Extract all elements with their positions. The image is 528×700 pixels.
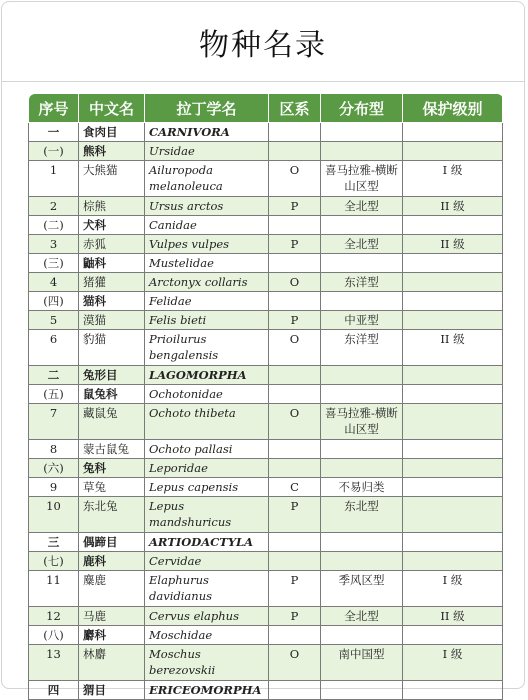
table-row: [29, 161, 503, 197]
cell-row-number: 三: [29, 533, 79, 552]
column-header-protection-level: 保护级别: [403, 94, 503, 123]
cell-protection-level: [403, 478, 503, 497]
cell-row-number: 3: [29, 235, 79, 254]
cell-distribution-type: 东北型: [321, 497, 403, 533]
cell-protection-level: [403, 216, 503, 235]
cell-chinese-name: 赤狐: [79, 235, 145, 254]
cell-distribution-type: 全北型: [321, 197, 403, 216]
cell-protection-level: [403, 123, 503, 142]
cell-protection-level: [403, 440, 503, 459]
cell-protection-level: I 级: [403, 571, 503, 607]
cell-row-number: (七): [29, 552, 79, 571]
cell-latin-name: Moschidae: [145, 626, 269, 645]
cell-latin-name: Felidae: [145, 292, 269, 311]
cell-latin-name: Ochoto thibeta: [145, 404, 269, 440]
cell-protection-level: [403, 681, 503, 700]
cell-chinese-name: 猬目: [79, 681, 145, 700]
table-row: [29, 497, 503, 533]
cell-chinese-name: 大熊猫: [79, 161, 145, 197]
cell-distribution-type: [321, 552, 403, 571]
cell-chinese-name: 食肉目: [79, 123, 145, 142]
cell-row-number: (二): [29, 216, 79, 235]
cell-row-number: 8: [29, 440, 79, 459]
cell-fauna-region: [269, 440, 321, 459]
cell-fauna-region: [269, 385, 321, 404]
cell-distribution-type: [321, 385, 403, 404]
cell-distribution-type: [321, 142, 403, 161]
cell-fauna-region: [269, 626, 321, 645]
cell-latin-name: Ochotonidae: [145, 385, 269, 404]
species-list-card: [1, 1, 525, 697]
table-row: [29, 123, 503, 142]
cell-distribution-type: 中亚型: [321, 311, 403, 330]
cell-protection-level: [403, 311, 503, 330]
table-row: [29, 681, 503, 700]
cell-chinese-name: 兔形目: [79, 366, 145, 385]
cell-latin-name: Lepus capensis: [145, 478, 269, 497]
cell-distribution-type: [321, 533, 403, 552]
table-row: [29, 142, 503, 161]
cell-row-number: (八): [29, 626, 79, 645]
cell-fauna-region: P: [269, 571, 321, 607]
cell-protection-level: [403, 533, 503, 552]
cell-latin-name: ARTIODACTYLA: [145, 533, 269, 552]
cell-row-number: (三): [29, 254, 79, 273]
cell-fauna-region: [269, 254, 321, 273]
cell-distribution-type: 全北型: [321, 235, 403, 254]
page-title: 物种名录: [199, 27, 327, 63]
cell-row-number: (六): [29, 459, 79, 478]
cell-chinese-name: 豹猫: [79, 330, 145, 366]
cell-row-number: 4: [29, 273, 79, 292]
cell-row-number: 12: [29, 607, 79, 626]
cell-chinese-name: 猪獾: [79, 273, 145, 292]
cell-fauna-region: P: [269, 607, 321, 626]
cell-chinese-name: 马鹿: [79, 607, 145, 626]
cell-protection-level: [403, 404, 503, 440]
cell-fauna-region: O: [269, 161, 321, 197]
cell-row-number: 13: [29, 645, 79, 681]
cell-row-number: (五): [29, 385, 79, 404]
cell-row-number: 1: [29, 161, 79, 197]
cell-fauna-region: O: [269, 645, 321, 681]
cell-latin-name: Cervus elaphus: [145, 607, 269, 626]
cell-distribution-type: [321, 292, 403, 311]
cell-latin-name: Leporidae: [145, 459, 269, 478]
cell-row-number: 2: [29, 197, 79, 216]
cell-protection-level: [403, 142, 503, 161]
cell-latin-name: Ursus arctos: [145, 197, 269, 216]
cell-row-number: (一): [29, 142, 79, 161]
table-row: [29, 478, 503, 497]
cell-protection-level: II 级: [403, 607, 503, 626]
cell-row-number: 11: [29, 571, 79, 607]
cell-chinese-name: 棕熊: [79, 197, 145, 216]
cell-latin-name: Arctonyx collaris: [145, 273, 269, 292]
cell-chinese-name: 鼬科: [79, 254, 145, 273]
table-row: [29, 571, 503, 607]
cell-distribution-type: 季风区型: [321, 571, 403, 607]
cell-distribution-type: 不易归类: [321, 478, 403, 497]
cell-chinese-name: 鼠兔科: [79, 385, 145, 404]
cell-protection-level: [403, 459, 503, 478]
cell-distribution-type: [321, 681, 403, 700]
cell-protection-level: II 级: [403, 197, 503, 216]
cell-distribution-type: [321, 254, 403, 273]
cell-row-number: 7: [29, 404, 79, 440]
table-row: [29, 404, 503, 440]
cell-chinese-name: 兔科: [79, 459, 145, 478]
table-row: [29, 366, 503, 385]
cell-latin-name: ERICEOMORPHA: [145, 681, 269, 700]
cell-protection-level: II 级: [403, 330, 503, 366]
cell-chinese-name: 猫科: [79, 292, 145, 311]
cell-fauna-region: [269, 142, 321, 161]
cell-fauna-region: [269, 123, 321, 142]
cell-fauna-region: [269, 366, 321, 385]
cell-protection-level: II 级: [403, 235, 503, 254]
cell-fauna-region: [269, 459, 321, 478]
table-row: [29, 311, 503, 330]
cell-fauna-region: O: [269, 404, 321, 440]
cell-protection-level: [403, 366, 503, 385]
cell-chinese-name: 熊科: [79, 142, 145, 161]
cell-fauna-region: P: [269, 235, 321, 254]
table-row: [29, 292, 503, 311]
table-header-row: [29, 94, 503, 123]
cell-chinese-name: 草兔: [79, 478, 145, 497]
cell-latin-name: Vulpes vulpes: [145, 235, 269, 254]
cell-chinese-name: 犬科: [79, 216, 145, 235]
cell-row-number: 四: [29, 681, 79, 700]
cell-chinese-name: 藏鼠兔: [79, 404, 145, 440]
cell-fauna-region: O: [269, 273, 321, 292]
cell-distribution-type: 全北型: [321, 607, 403, 626]
cell-protection-level: [403, 497, 503, 533]
cell-protection-level: [403, 292, 503, 311]
cell-protection-level: [403, 273, 503, 292]
cell-latin-name: Elaphurus davidianus: [145, 571, 269, 607]
cell-fauna-region: [269, 533, 321, 552]
cell-row-number: 9: [29, 478, 79, 497]
cell-latin-name: Canidae: [145, 216, 269, 235]
table-row: [29, 273, 503, 292]
cell-fauna-region: [269, 292, 321, 311]
cell-chinese-name: 林麝: [79, 645, 145, 681]
cell-latin-name: LAGOMORPHA: [145, 366, 269, 385]
cell-row-number: 5: [29, 311, 79, 330]
cell-distribution-type: [321, 123, 403, 142]
cell-fauna-region: P: [269, 197, 321, 216]
table-row: [29, 330, 503, 366]
table-row: [29, 254, 503, 273]
cell-latin-name: Lepus mandshuricus: [145, 497, 269, 533]
cell-chinese-name: 偶蹄目: [79, 533, 145, 552]
table-row: [29, 645, 503, 681]
cell-latin-name: CARNIVORA: [145, 123, 269, 142]
cell-distribution-type: 南中国型: [321, 645, 403, 681]
cell-row-number: 二: [29, 366, 79, 385]
table-row: [29, 216, 503, 235]
cell-chinese-name: 漠猫: [79, 311, 145, 330]
table-row: [29, 385, 503, 404]
cell-fauna-region: P: [269, 497, 321, 533]
column-header-fauna-region: 区系: [269, 94, 321, 123]
cell-fauna-region: [269, 681, 321, 700]
cell-distribution-type: 喜马拉雅-横断山区型: [321, 404, 403, 440]
table-row: [29, 440, 503, 459]
cell-latin-name: Ailuropoda melanoleuca: [145, 161, 269, 197]
cell-latin-name: Cervidae: [145, 552, 269, 571]
cell-row-number: 6: [29, 330, 79, 366]
cell-latin-name: Ursidae: [145, 142, 269, 161]
table-row: [29, 197, 503, 216]
column-header-latin-name: 拉丁学名: [145, 94, 269, 123]
cell-protection-level: [403, 254, 503, 273]
cell-protection-level: I 级: [403, 161, 503, 197]
table-row: [29, 533, 503, 552]
column-header-distribution-type: 分布型: [321, 94, 403, 123]
page-header: [2, 2, 524, 82]
column-header-chinese-name: 中文名: [79, 94, 145, 123]
cell-fauna-region: [269, 216, 321, 235]
cell-distribution-type: [321, 459, 403, 478]
table-row: [29, 607, 503, 626]
cell-fauna-region: P: [269, 311, 321, 330]
cell-distribution-type: 东洋型: [321, 273, 403, 292]
cell-chinese-name: 鹿科: [79, 552, 145, 571]
cell-latin-name: Ochoto pallasi: [145, 440, 269, 459]
cell-row-number: (四): [29, 292, 79, 311]
cell-protection-level: I 级: [403, 645, 503, 681]
cell-protection-level: [403, 626, 503, 645]
cell-protection-level: [403, 552, 503, 571]
cell-fauna-region: O: [269, 330, 321, 366]
cell-distribution-type: [321, 440, 403, 459]
cell-chinese-name: 麋鹿: [79, 571, 145, 607]
cell-row-number: 10: [29, 497, 79, 533]
cell-protection-level: [403, 385, 503, 404]
cell-distribution-type: 东洋型: [321, 330, 403, 366]
cell-distribution-type: [321, 216, 403, 235]
cell-latin-name: Mustelidae: [145, 254, 269, 273]
cell-chinese-name: 东北兔: [79, 497, 145, 533]
cell-latin-name: Prioilurus bengalensis: [145, 330, 269, 366]
table-row: [29, 552, 503, 571]
cell-distribution-type: [321, 626, 403, 645]
table-row: [29, 626, 503, 645]
cell-chinese-name: 蒙古鼠兔: [79, 440, 145, 459]
table-row: [29, 235, 503, 254]
cell-distribution-type: 喜马拉雅-横断山区型: [321, 161, 403, 197]
cell-row-number: 一: [29, 123, 79, 142]
table-row: [29, 459, 503, 478]
column-header-number: 序号: [29, 94, 79, 123]
cell-latin-name: Felis bieti: [145, 311, 269, 330]
cell-chinese-name: 麝科: [79, 626, 145, 645]
cell-fauna-region: [269, 552, 321, 571]
cell-distribution-type: [321, 366, 403, 385]
cell-latin-name: Moschus berezovskii: [145, 645, 269, 681]
cell-fauna-region: C: [269, 478, 321, 497]
species-table: [28, 93, 503, 700]
